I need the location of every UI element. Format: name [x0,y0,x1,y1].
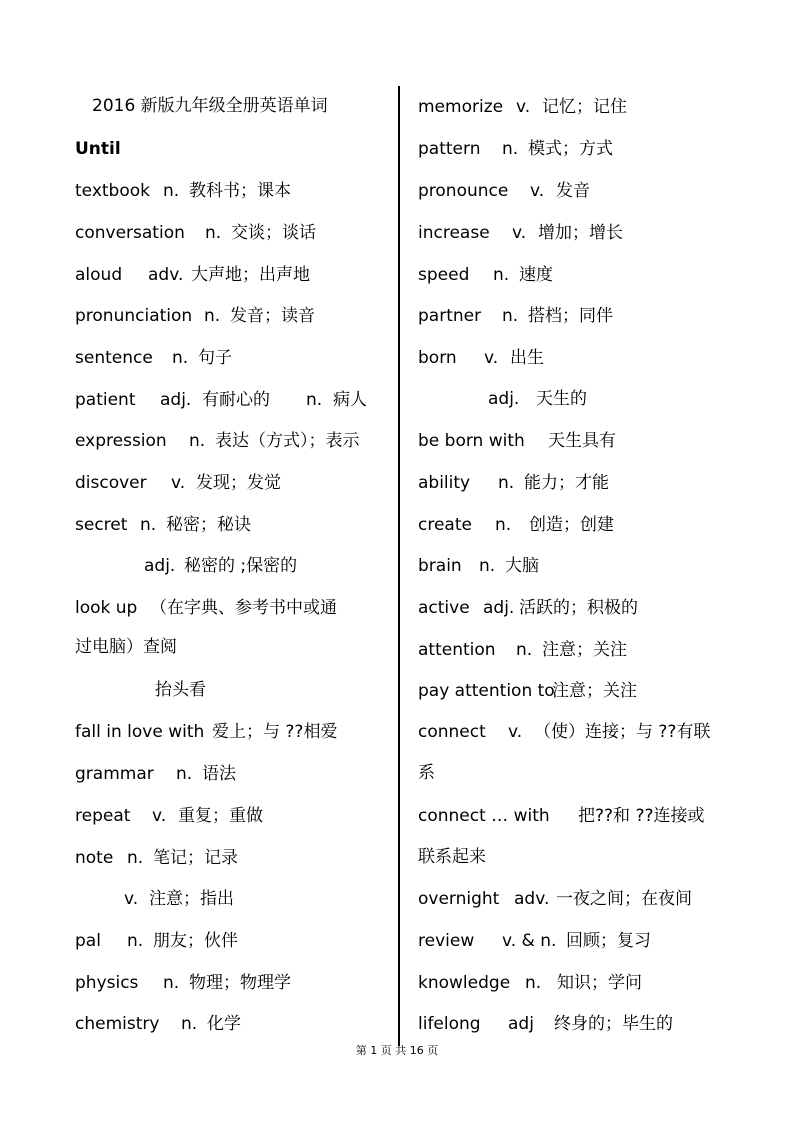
document-title: 2016 新版九年级全册英语单词 [92,96,328,116]
meaning: 重复；重做 [178,806,263,826]
part-of-speech: n. [181,1014,198,1034]
vocab-word: fall in love with [75,722,205,742]
vocab-word: connect … with [418,806,550,826]
meaning: 抬头看 [155,680,206,700]
meaning: 知识；学问 [557,973,642,993]
meaning: 表达（方式）；表示 [215,431,360,451]
part-of-speech: adj. [144,556,176,576]
meaning: 发音；读音 [230,306,315,326]
meaning: （使）连接；与 ??有联 [534,722,711,742]
vocab-word: note [75,848,114,868]
meaning: 搭档；同伴 [528,306,613,326]
part-of-speech: n. [495,515,512,535]
vocab-word: memorize [418,97,504,117]
vocab-word: attention [418,640,496,660]
part-of-speech: n. [205,223,222,243]
meaning: 有耐心的 [202,390,270,410]
meaning: 活跃的；积极的 [519,598,638,618]
part-of-speech: n. [140,515,157,535]
vocab-word: lifelong [418,1014,481,1034]
meaning: 朋友；伙伴 [153,931,238,951]
vocab-word: be born with [418,431,525,451]
meaning: 速度 [519,265,553,285]
vocab-word: physics [75,973,139,993]
meaning: 笔记；记录 [153,848,238,868]
vocab-word: connect [418,722,486,742]
page-footer: 第 1 页 共 16 页 [355,1044,439,1057]
vocab-word: create [418,515,472,535]
meaning: 爱上；与 ??相爱 [212,722,338,742]
vocab-word: pattern [418,139,481,159]
part-of-speech: n. [127,931,144,951]
meaning: 病人 [333,390,367,410]
vocab-word: textbook [75,181,150,201]
meaning: 能力；才能 [524,473,609,493]
part-of-speech: n. [306,390,323,410]
part-of-speech: n. [502,139,519,159]
meaning: 联系起来 [418,847,486,867]
part-of-speech: v. [530,181,545,201]
meaning: 化学 [207,1014,241,1034]
vocab-word: pay attention to [418,681,555,701]
part-of-speech: v. [512,223,527,243]
unit-heading: Until [75,139,121,159]
meaning: 增加；增长 [538,223,623,243]
meaning: 终身的；毕生的 [554,1014,673,1034]
part-of-speech: n. [498,473,515,493]
vocab-word: overnight [418,889,500,909]
meaning: （在字典、参考书中或通 [150,598,337,618]
part-of-speech: n. [493,265,510,285]
meaning: 大声地；出声地 [191,265,310,285]
vocab-word: expression [75,431,167,451]
meaning: 系 [418,763,435,783]
part-of-speech: n. [127,848,144,868]
meaning: 发现；发觉 [196,473,281,493]
meaning: 模式；方式 [528,139,613,159]
vocab-word: pronounce [418,181,509,201]
meaning: 出生 [510,348,544,368]
meaning: 注意；关注 [542,640,627,660]
part-of-speech: n. [516,640,533,660]
vocab-word: knowledge [418,973,511,993]
part-of-speech: n. [176,764,193,784]
part-of-speech: n. [163,973,180,993]
vocab-word: grammar [75,764,154,784]
meaning: 天生具有 [548,431,616,451]
part-of-speech: n. [163,181,180,201]
vocab-word: secret [75,515,128,535]
vocab-word: aloud [75,265,123,285]
vocab-word: review [418,931,475,951]
vocab-word: speed [418,265,470,285]
vocab-word: look up [75,598,138,618]
part-of-speech: adv. [514,889,550,909]
meaning: 交谈；谈话 [231,223,316,243]
meaning: 注意；指出 [149,889,234,909]
meaning: 创造；创建 [529,515,614,535]
part-of-speech: adj. [160,390,192,410]
part-of-speech: adv. [148,265,184,285]
vocab-word: conversation [75,223,185,243]
part-of-speech: v. [508,722,523,742]
vocab-word: brain [418,556,462,576]
meaning: 记忆；记住 [542,97,627,117]
meaning: 一夜之间；在夜间 [556,889,692,909]
part-of-speech: v. & n. [502,931,557,951]
meaning: 发音 [556,181,590,201]
meaning: 回顾；复习 [566,931,651,951]
meaning: 注意；关注 [552,681,637,701]
meaning: 句子 [198,348,232,368]
meaning: 秘密的 ;保密的 [184,556,298,576]
meaning: 过电脑）查阅 [75,637,177,657]
part-of-speech: n. [204,306,221,326]
part-of-speech: adj. [483,598,515,618]
part-of-speech: v. [516,97,531,117]
vocab-word: discover [75,473,147,493]
part-of-speech: adj. [488,389,520,409]
vocab-word: chemistry [75,1014,160,1034]
meaning: 大脑 [505,556,539,576]
part-of-speech: n. [479,556,496,576]
part-of-speech: n. [189,431,206,451]
vocab-word: pal [75,931,101,951]
vocab-word: born [418,348,457,368]
vocab-word: partner [418,306,482,326]
meaning: 秘密；秘诀 [166,515,251,535]
part-of-speech: n. [525,973,542,993]
part-of-speech: adj [508,1014,534,1034]
vocab-word: increase [418,223,490,243]
meaning: 教科书；课本 [189,181,291,201]
column-divider [398,86,400,1046]
part-of-speech: n. [502,306,519,326]
meaning: 物理；物理学 [189,973,291,993]
vocab-word: ability [418,473,471,493]
part-of-speech: v. [152,806,167,826]
meaning: 语法 [202,764,236,784]
meaning: 把??和 ??连接或 [578,806,705,826]
vocab-word: sentence [75,348,153,368]
part-of-speech: v. [171,473,186,493]
part-of-speech: v. [124,889,139,909]
vocab-word: patient [75,390,136,410]
vocab-word: repeat [75,806,131,826]
meaning: 天生的 [536,389,587,409]
part-of-speech: v. [484,348,499,368]
part-of-speech: n. [172,348,189,368]
vocab-word: pronunciation [75,306,193,326]
vocab-word: active [418,598,470,618]
